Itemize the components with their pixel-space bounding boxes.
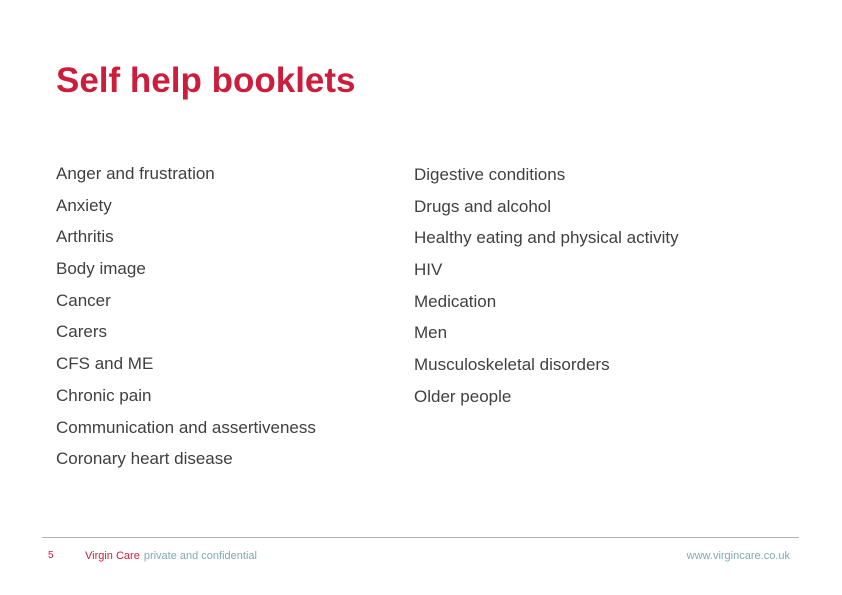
list-item: HIV — [414, 260, 443, 280]
list-item: CFS and ME — [56, 354, 154, 374]
list-item: Body image — [56, 259, 146, 279]
page-number: 5 — [48, 550, 54, 561]
list-item: Anger and frustration — [56, 164, 215, 183]
list-item: Digestive conditions — [414, 165, 566, 184]
list-item: Coronary heart disease — [56, 449, 233, 469]
brand-name: Virgin Care — [85, 550, 140, 562]
footer-brand — [85, 550, 257, 562]
list-item: Healthy eating and physical activity — [414, 228, 679, 248]
list-item: Carers — [56, 322, 108, 342]
footer-divider — [42, 537, 799, 538]
list-item: Chronic pain — [56, 385, 152, 405]
list-item: Anxiety — [56, 195, 112, 215]
list-item: Cancer — [56, 290, 111, 310]
website-link[interactable]: www.virgincare.co.uk — [686, 550, 790, 562]
list-item: Communication and assertiveness — [56, 417, 316, 437]
list-item: Musculoskeletal disorders — [414, 355, 610, 375]
list-item: Older people — [414, 386, 512, 406]
booklet-list-left — [56, 158, 316, 475]
booklet-list-right — [414, 159, 679, 413]
page-title: Self help booklets — [56, 61, 356, 100]
list-item: Medication — [414, 291, 497, 311]
list-item: Men — [414, 323, 448, 343]
confidentiality-note: private and confidential — [143, 550, 257, 562]
list-item: Drugs and alcohol — [414, 196, 552, 216]
list-item: Arthritis — [56, 227, 114, 247]
